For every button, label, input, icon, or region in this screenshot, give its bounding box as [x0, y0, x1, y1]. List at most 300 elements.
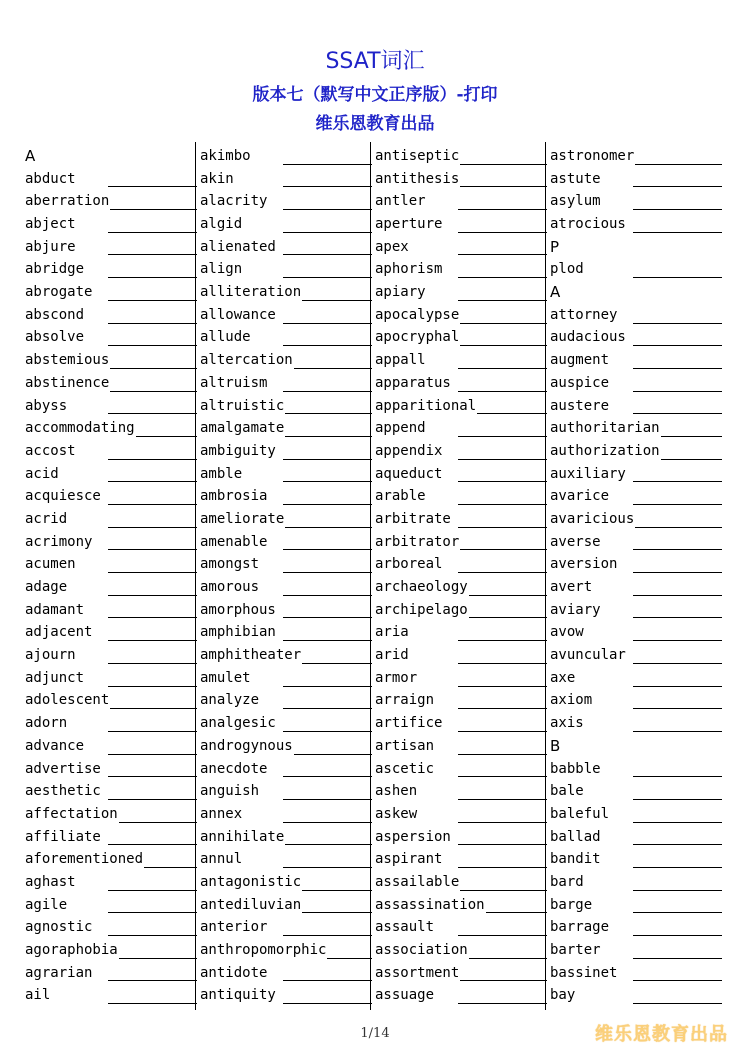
vocab-word: ballad	[550, 828, 601, 845]
vocab-row	[25, 213, 197, 236]
answer-blank-line[interactable]	[283, 595, 372, 596]
vocab-word: anecdote	[200, 760, 268, 777]
answer-blank-line[interactable]	[283, 640, 372, 641]
answer-blank-line[interactable]	[283, 686, 372, 687]
answer-blank-line[interactable]	[633, 323, 722, 324]
answer-blank-line[interactable]	[633, 935, 722, 936]
answer-blank-line[interactable]	[136, 436, 197, 437]
vocab-row	[375, 440, 547, 463]
vocab-row	[375, 894, 547, 917]
vocab-row	[375, 258, 547, 281]
answer-blank-line[interactable]	[633, 799, 722, 800]
answer-blank-line[interactable]	[633, 391, 722, 392]
vocab-word: arbitrate	[375, 510, 451, 527]
vocab-row	[550, 145, 722, 168]
vocab-word: auxiliary	[550, 465, 626, 482]
answer-blank-line[interactable]	[460, 549, 547, 550]
answer-blank-line[interactable]	[108, 504, 197, 505]
answer-blank-line[interactable]	[283, 232, 372, 233]
answer-blank-line[interactable]	[108, 890, 197, 891]
vocab-row	[25, 168, 197, 191]
answer-blank-line[interactable]	[108, 686, 197, 687]
vocab-word: acquiesce	[25, 488, 101, 505]
answer-blank-line[interactable]	[458, 754, 547, 755]
vocab-word: accommodating	[25, 420, 135, 437]
vocab-word: aria	[375, 624, 409, 641]
vocab-word: accost	[25, 442, 76, 459]
answer-blank-line[interactable]	[633, 595, 722, 596]
answer-blank-line[interactable]	[458, 776, 547, 777]
word-column-1	[25, 145, 197, 1007]
vocab-row	[200, 599, 372, 622]
answer-blank-line[interactable]	[108, 459, 197, 460]
vocab-row	[200, 440, 372, 463]
answer-blank-line[interactable]	[633, 413, 722, 414]
answer-blank-line[interactable]	[108, 935, 197, 936]
answer-blank-line[interactable]	[633, 890, 722, 891]
answer-blank-line[interactable]	[285, 413, 372, 414]
vocab-word: atrocious	[550, 216, 626, 233]
answer-blank-line[interactable]	[283, 186, 372, 187]
answer-blank-line[interactable]	[108, 754, 197, 755]
vocab-word: axis	[550, 715, 584, 732]
vocab-word: abyss	[25, 397, 68, 414]
vocab-row	[375, 508, 547, 531]
vocab-word: attorney	[550, 306, 618, 323]
answer-blank-line[interactable]	[458, 935, 547, 936]
answer-blank-line[interactable]	[458, 799, 547, 800]
answer-blank-line[interactable]	[119, 958, 197, 959]
vocab-word: bale	[550, 783, 584, 800]
vocab-word: austere	[550, 397, 610, 414]
vocab-row	[375, 304, 547, 327]
answer-blank-line[interactable]	[108, 549, 197, 550]
vocab-word: arboreal	[375, 556, 443, 573]
answer-blank-line[interactable]	[110, 708, 197, 709]
section-letter-heading	[550, 281, 722, 304]
answer-blank-line[interactable]	[108, 980, 197, 981]
answer-blank-line[interactable]	[633, 663, 722, 664]
vocab-row	[550, 916, 722, 939]
vocab-word: authorization	[550, 442, 660, 459]
answer-blank-line[interactable]	[458, 708, 547, 709]
answer-blank-line[interactable]	[108, 323, 197, 324]
vocab-row	[200, 508, 372, 531]
answer-blank-line[interactable]	[110, 391, 197, 392]
answer-blank-line[interactable]	[458, 1003, 547, 1004]
vocab-word: align	[200, 261, 243, 278]
vocab-row	[375, 485, 547, 508]
vocab-word: avert	[550, 579, 593, 596]
vocab-word: barrage	[550, 919, 610, 936]
vocab-row	[200, 735, 372, 758]
vocab-word: antithesis	[375, 170, 460, 187]
vocab-row	[550, 667, 722, 690]
answer-blank-line[interactable]	[633, 686, 722, 687]
answer-blank-line[interactable]	[285, 527, 372, 528]
vocab-word: artifice	[375, 715, 443, 732]
answer-blank-line[interactable]	[119, 822, 197, 823]
answer-blank-line[interactable]	[294, 754, 372, 755]
vocab-word: apocalypse	[375, 306, 460, 323]
vocab-row	[550, 758, 722, 781]
answer-blank-line[interactable]	[283, 254, 372, 255]
vocab-row	[375, 712, 547, 735]
answer-blank-line[interactable]	[108, 527, 197, 528]
vocab-row	[550, 826, 722, 849]
vocab-word: aphorism	[375, 261, 443, 278]
vocab-word: averse	[550, 533, 601, 550]
answer-blank-line[interactable]	[283, 345, 372, 346]
answer-blank-line[interactable]	[144, 867, 197, 868]
answer-blank-line[interactable]	[633, 504, 722, 505]
answer-blank-line[interactable]	[633, 958, 722, 959]
vocab-row	[375, 417, 547, 440]
vocab-word: babble	[550, 760, 601, 777]
answer-blank-line[interactable]	[458, 459, 547, 460]
vocab-word: armor	[375, 669, 418, 686]
vocab-row	[25, 531, 197, 554]
vocab-word: adage	[25, 579, 68, 596]
vocab-row	[375, 735, 547, 758]
answer-blank-line[interactable]	[469, 595, 547, 596]
vocab-word: algid	[200, 216, 243, 233]
vocab-word: bassinet	[550, 964, 618, 981]
vocab-word: arraign	[375, 692, 435, 709]
vocab-row	[375, 916, 547, 939]
answer-blank-line[interactable]	[108, 413, 197, 414]
answer-blank-line[interactable]	[283, 391, 372, 392]
vocab-row	[200, 803, 372, 826]
answer-blank-line[interactable]	[108, 277, 197, 278]
answer-blank-line[interactable]	[458, 731, 547, 732]
answer-blank-line[interactable]	[283, 209, 372, 210]
answer-blank-line[interactable]	[458, 504, 547, 505]
answer-blank-line[interactable]	[283, 504, 372, 505]
answer-blank-line[interactable]	[633, 867, 722, 868]
vocab-row	[25, 871, 197, 894]
answer-blank-line[interactable]	[283, 776, 372, 777]
answer-blank-line[interactable]	[633, 822, 722, 823]
answer-blank-line[interactable]	[458, 277, 547, 278]
vocab-word: altruistic	[200, 397, 285, 414]
answer-blank-line[interactable]	[283, 617, 372, 618]
answer-blank-line[interactable]	[633, 1003, 722, 1004]
answer-blank-line[interactable]	[458, 686, 547, 687]
answer-blank-line[interactable]	[633, 980, 722, 981]
answer-blank-line[interactable]	[633, 345, 722, 346]
vocab-word: acumen	[25, 556, 76, 573]
answer-blank-line[interactable]	[633, 708, 722, 709]
answer-blank-line[interactable]	[460, 345, 547, 346]
vocab-row	[375, 145, 547, 168]
answer-blank-line[interactable]	[108, 345, 197, 346]
answer-blank-line[interactable]	[486, 912, 547, 913]
answer-blank-line[interactable]	[633, 277, 722, 278]
vocab-word: appendix	[375, 442, 443, 459]
answer-blank-line[interactable]	[108, 617, 197, 618]
word-column-3	[375, 145, 547, 1007]
answer-blank-line[interactable]	[633, 617, 722, 618]
vocab-word: plod	[550, 261, 584, 278]
vocab-word: amphibian	[200, 624, 276, 641]
vocab-row	[200, 894, 372, 917]
answer-blank-line[interactable]	[283, 459, 372, 460]
vocab-word: aviary	[550, 601, 601, 618]
answer-blank-line[interactable]	[108, 254, 197, 255]
vocab-row	[25, 258, 197, 281]
answer-blank-line[interactable]	[108, 1003, 197, 1004]
answer-blank-line[interactable]	[283, 277, 372, 278]
answer-blank-line[interactable]	[458, 368, 547, 369]
answer-blank-line[interactable]	[108, 731, 197, 732]
answer-blank-line[interactable]	[283, 549, 372, 550]
answer-blank-line[interactable]	[110, 209, 197, 210]
word-column-2	[200, 145, 372, 1007]
page-title: SSAT词汇	[325, 49, 425, 74]
vocab-word: aforementioned	[25, 851, 144, 868]
vocab-word: analgesic	[200, 715, 276, 732]
answer-blank-line[interactable]	[633, 186, 722, 187]
answer-blank-line[interactable]	[460, 164, 547, 165]
vocab-word: audacious	[550, 329, 626, 346]
answer-blank-line[interactable]	[283, 799, 372, 800]
vocab-word: append	[375, 420, 426, 437]
answer-blank-line[interactable]	[460, 980, 547, 981]
vocab-row	[375, 826, 547, 849]
answer-blank-line[interactable]	[469, 958, 547, 959]
vocab-row	[550, 168, 722, 191]
vocab-row	[200, 644, 372, 667]
answer-blank-line[interactable]	[108, 799, 197, 800]
answer-blank-line[interactable]	[108, 912, 197, 913]
vocab-row	[200, 758, 372, 781]
vocab-word: annul	[200, 851, 243, 868]
answer-blank-line[interactable]	[108, 481, 197, 482]
answer-blank-line[interactable]	[633, 481, 722, 482]
answer-blank-line[interactable]	[460, 323, 547, 324]
vocab-row	[200, 939, 372, 962]
answer-blank-line[interactable]	[469, 617, 547, 618]
vocab-word: assassination	[375, 896, 485, 913]
vocab-row	[550, 712, 722, 735]
answer-blank-line[interactable]	[283, 164, 372, 165]
answer-blank-line[interactable]	[302, 663, 372, 664]
vocab-row	[25, 463, 197, 486]
vocab-word: anterior	[200, 919, 268, 936]
answer-blank-line[interactable]	[635, 527, 722, 528]
vocab-word: acrid	[25, 510, 68, 527]
answer-blank-line[interactable]	[108, 640, 197, 641]
answer-blank-line[interactable]	[302, 912, 372, 913]
answer-blank-line[interactable]	[108, 595, 197, 596]
word-column-4	[550, 145, 722, 1007]
answer-blank-line[interactable]	[283, 822, 372, 823]
answer-blank-line[interactable]	[108, 776, 197, 777]
answer-blank-line[interactable]	[283, 1003, 372, 1004]
answer-blank-line[interactable]	[458, 300, 547, 301]
vocab-word: aghast	[25, 873, 76, 890]
answer-blank-line[interactable]	[285, 844, 372, 845]
vocab-word: arbitrator	[375, 533, 460, 550]
vocab-row	[550, 871, 722, 894]
answer-blank-line[interactable]	[108, 572, 197, 573]
vocab-word: advertise	[25, 760, 101, 777]
vocab-row	[550, 894, 722, 917]
answer-blank-line[interactable]	[477, 413, 547, 414]
answer-blank-line[interactable]	[458, 663, 547, 664]
vocab-word: antiquity	[200, 987, 276, 1004]
vocab-word: asylum	[550, 193, 601, 210]
answer-blank-line[interactable]	[108, 844, 197, 845]
vocab-row	[200, 576, 372, 599]
answer-blank-line[interactable]	[283, 935, 372, 936]
answer-blank-line[interactable]	[633, 776, 722, 777]
vocab-row	[375, 213, 547, 236]
answer-blank-line[interactable]	[633, 368, 722, 369]
vocab-word: apex	[375, 238, 409, 255]
answer-blank-line[interactable]	[458, 391, 547, 392]
vocab-row	[25, 939, 197, 962]
vocab-word: affiliate	[25, 828, 101, 845]
vocab-word: archaeology	[375, 579, 468, 596]
vocab-word: adjacent	[25, 624, 93, 641]
answer-blank-line[interactable]	[633, 232, 722, 233]
answer-blank-line[interactable]	[108, 186, 197, 187]
answer-blank-line[interactable]	[458, 481, 547, 482]
vocab-word: ameliorate	[200, 510, 285, 527]
answer-blank-line[interactable]	[283, 980, 372, 981]
vocab-word: amenable	[200, 533, 268, 550]
vocab-word: analyze	[200, 692, 260, 709]
answer-blank-line[interactable]	[633, 549, 722, 550]
vocab-row	[550, 939, 722, 962]
answer-blank-line[interactable]	[633, 640, 722, 641]
answer-blank-line[interactable]	[108, 663, 197, 664]
vocab-row	[550, 690, 722, 713]
vocab-word: acrimony	[25, 533, 93, 550]
vocab-row	[550, 213, 722, 236]
answer-blank-line[interactable]	[283, 867, 372, 868]
vocab-word: abjure	[25, 238, 76, 255]
answer-blank-line[interactable]	[458, 436, 547, 437]
vocab-word: ashen	[375, 783, 418, 800]
answer-blank-line[interactable]	[458, 254, 547, 255]
vocab-row	[25, 576, 197, 599]
vocab-row	[200, 258, 372, 281]
answer-blank-line[interactable]	[302, 890, 372, 891]
vocab-row	[200, 531, 372, 554]
vocab-row	[25, 621, 197, 644]
vocab-row	[200, 372, 372, 395]
vocab-row	[25, 599, 197, 622]
vocab-row	[25, 735, 197, 758]
answer-blank-line[interactable]	[283, 323, 372, 324]
answer-blank-line[interactable]	[661, 436, 722, 437]
vocab-row	[375, 327, 547, 350]
answer-blank-line[interactable]	[327, 958, 372, 959]
answer-blank-line[interactable]	[633, 844, 722, 845]
answer-blank-line[interactable]	[458, 209, 547, 210]
answer-blank-line[interactable]	[302, 300, 372, 301]
vocab-row	[375, 621, 547, 644]
answer-blank-line[interactable]	[285, 436, 372, 437]
vocab-row	[550, 576, 722, 599]
vocab-word: aberration	[25, 193, 110, 210]
vocab-word: bay	[550, 987, 576, 1004]
answer-blank-line[interactable]	[458, 640, 547, 641]
vocab-row	[25, 848, 197, 871]
section-letter: A	[550, 283, 561, 302]
vocab-row	[200, 395, 372, 418]
vocab-word: auspice	[550, 374, 610, 391]
vocab-row	[25, 372, 197, 395]
answer-blank-line[interactable]	[294, 368, 372, 369]
vocab-row	[375, 576, 547, 599]
answer-blank-line[interactable]	[458, 527, 547, 528]
vocab-word: advance	[25, 737, 85, 754]
answer-blank-line[interactable]	[110, 368, 197, 369]
answer-blank-line[interactable]	[283, 731, 372, 732]
answer-blank-line[interactable]	[283, 572, 372, 573]
vocab-word: amalgamate	[200, 420, 285, 437]
vocab-row	[550, 984, 722, 1007]
vocab-row	[200, 349, 372, 372]
vocab-word: authoritarian	[550, 420, 660, 437]
answer-blank-line[interactable]	[460, 186, 547, 187]
vocab-word: association	[375, 942, 468, 959]
answer-blank-line[interactable]	[108, 300, 197, 301]
vocab-word: annex	[200, 805, 243, 822]
answer-blank-line[interactable]	[661, 459, 722, 460]
vocab-word: avow	[550, 624, 584, 641]
answer-blank-line[interactable]	[283, 708, 372, 709]
answer-blank-line[interactable]	[460, 890, 547, 891]
vocab-row	[550, 599, 722, 622]
answer-blank-line[interactable]	[458, 822, 547, 823]
vocab-row	[550, 304, 722, 327]
vocab-row	[375, 939, 547, 962]
answer-blank-line[interactable]	[458, 844, 547, 845]
answer-blank-line[interactable]	[458, 867, 547, 868]
answer-blank-line[interactable]	[458, 232, 547, 233]
vocab-row	[25, 395, 197, 418]
answer-blank-line[interactable]	[283, 481, 372, 482]
publisher-line: 维乐恩教育出品	[315, 114, 435, 134]
vocab-row	[375, 690, 547, 713]
answer-blank-line[interactable]	[458, 572, 547, 573]
vocab-row	[550, 190, 722, 213]
answer-blank-line[interactable]	[633, 209, 722, 210]
vocab-row	[375, 531, 547, 554]
vocab-row	[200, 190, 372, 213]
answer-blank-line[interactable]	[633, 731, 722, 732]
vocab-word: arable	[375, 488, 426, 505]
answer-blank-line[interactable]	[633, 912, 722, 913]
answer-blank-line[interactable]	[108, 232, 197, 233]
vocab-row	[375, 349, 547, 372]
answer-blank-line[interactable]	[633, 572, 722, 573]
answer-blank-line[interactable]	[635, 164, 722, 165]
section-letter-heading	[550, 735, 722, 758]
vocab-row	[200, 984, 372, 1007]
vocab-row	[200, 848, 372, 871]
vocab-row	[200, 826, 372, 849]
section-letter: B	[550, 736, 561, 755]
vocab-word: agrarian	[25, 964, 93, 981]
vocab-word: ambrosia	[200, 488, 268, 505]
vocab-row	[550, 349, 722, 372]
